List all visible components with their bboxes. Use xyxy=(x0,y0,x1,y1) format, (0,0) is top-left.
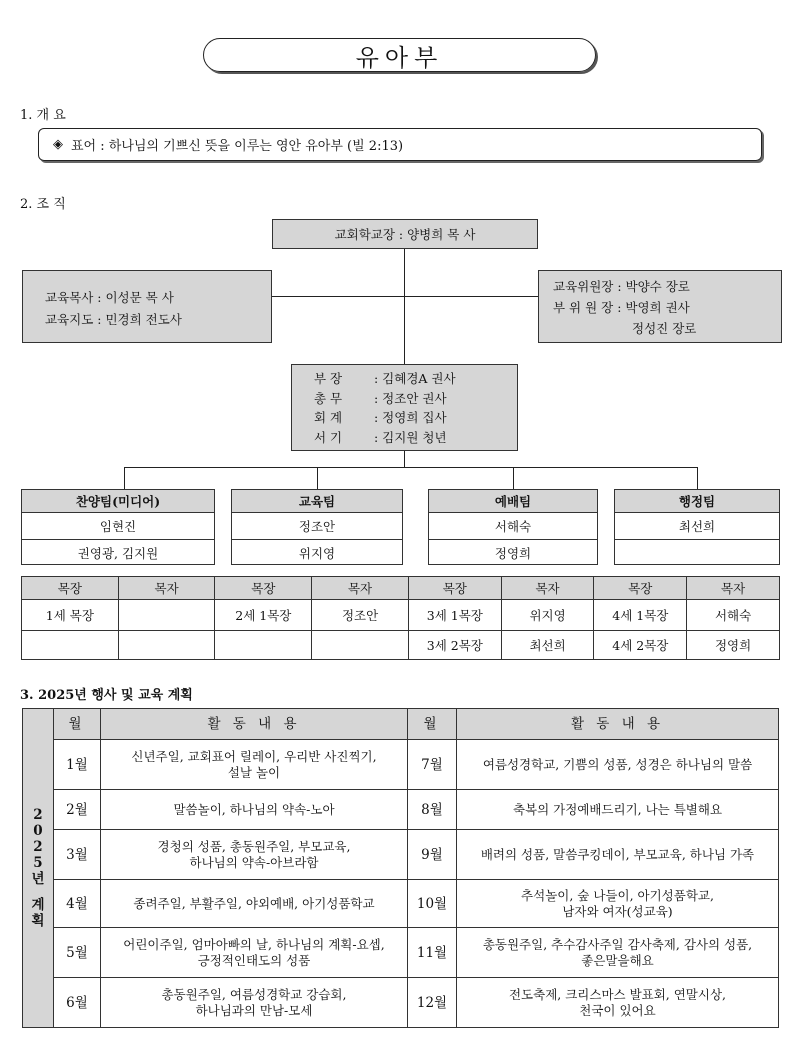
org-left-line-1: 교육목사 : 이성문 목 사 xyxy=(45,290,174,305)
org-officer-row: 총 무 : 정조안 권사 xyxy=(314,390,447,406)
org-line-team-bar xyxy=(124,467,697,468)
table-row: 6월 총동원주일, 여름성경학교 강습회, 하나님과의 만남-모세 12월 전도축제, 크리스마스 발표회, 연말시상, 천국이 있어요 xyxy=(23,978,779,1028)
team-worship: 예배팀 서해숙 정영희 xyxy=(428,489,598,565)
table-header-row: 2 0 2 5 년 계 획 월 활 동 내 용 월 활 동 내 용 xyxy=(23,709,779,740)
org-line-team-3 xyxy=(513,467,514,489)
org-head-box: 교회학교장 : 양병희 목 사 xyxy=(272,219,538,249)
table-row: 5월 어린이주일, 엄마아빠의 날, 하나님의 계획-요셉, 긍정적인태도의 성품 11월 총동원주일, 추수감사주일 감사축제, 감사의 성품, 좋은말을해요 xyxy=(23,928,779,978)
table-row: 2월 말씀놀이, 하나님의 약속-노아 8월 축복의 가정예배드리기, 나는 특별해요 xyxy=(23,790,779,830)
org-officer-row: 서 기 : 김지원 청년 xyxy=(314,429,447,445)
org-right-line-3: 정성진 장로 xyxy=(632,321,697,336)
table-row: 3세 2목장 최선희 4세 2목장 정영희 xyxy=(22,631,780,660)
cell-group-table xyxy=(21,576,780,660)
motto-text: 표어 : 하나님의 기쁘신 뜻을 이루는 영안 유아부 (빌 2:13) xyxy=(71,139,404,154)
org-right-line-1: 교육위원장 : 박양수 장로 xyxy=(553,279,690,294)
section-heading-plan: 3. 2025년 행사 및 교육 계획 xyxy=(20,688,193,703)
diamond-bullet-icon: ◈ xyxy=(53,137,63,152)
org-line-team-1 xyxy=(124,467,125,489)
org-line-team-4 xyxy=(697,467,698,489)
team-praise: 찬양팀(미디어) 임현진 권영광, 김지원 xyxy=(21,489,215,565)
table-row: 3월 경청의 성품, 총동원주일, 부모교육, 하나님의 약속-아브라함 9월 배려의 성품, 말씀쿠킹데이, 부모교육, 하나님 가족 xyxy=(23,830,779,880)
org-line-horizontal xyxy=(272,296,538,297)
section-heading-overview: 1. 개 요 xyxy=(20,108,66,123)
table-header-row: 목장 목자 목장 목자 목장 목자 목장 목자 xyxy=(22,577,780,600)
team-education: 교육팀 정조안 위지영 xyxy=(231,489,403,565)
org-right-box xyxy=(538,270,782,343)
section-heading-organization: 2. 조 직 xyxy=(20,197,66,212)
table-row: 1월 신년주일, 교회표어 릴레이, 우리반 사진찍기, 설날 놀이 7월 여름성경학교, 기쁨의 성품, 성경은 하나님의 말씀 xyxy=(23,740,779,790)
org-line-vertical-bottom xyxy=(404,450,405,468)
table-row: 1세 목장 2세 1목장 정조안 3세 1목장 위지영 4세 1목장 서해숙 xyxy=(22,600,780,631)
org-center-box xyxy=(291,364,518,451)
plan-table xyxy=(22,708,779,1028)
team-admin: 행정팀 최선희 xyxy=(614,489,780,565)
org-officer-row: 회 계 : 정영희 집사 xyxy=(314,410,447,425)
org-officer-row: 부 장 : 김혜경A 권사 xyxy=(314,371,456,386)
table-row: 4월 종려주일, 부활주일, 야외예배, 아기성품학교 10월 추석놀이, 숲 나들이, 아기성품학교, 남자와 여자(성교육) xyxy=(23,880,779,928)
org-left-box xyxy=(22,270,272,343)
plan-side-label: 2 0 2 5 년 계 획 xyxy=(23,709,54,1028)
org-right-line-2: 부 위 원 장 : 박영희 권사 xyxy=(553,300,690,315)
org-left-line-2: 교육지도 : 민경희 전도사 xyxy=(45,312,182,327)
page-title: 유아부 xyxy=(203,38,596,72)
org-line-vertical-top xyxy=(404,248,405,365)
motto-box xyxy=(38,128,762,161)
org-line-team-2 xyxy=(317,467,318,489)
